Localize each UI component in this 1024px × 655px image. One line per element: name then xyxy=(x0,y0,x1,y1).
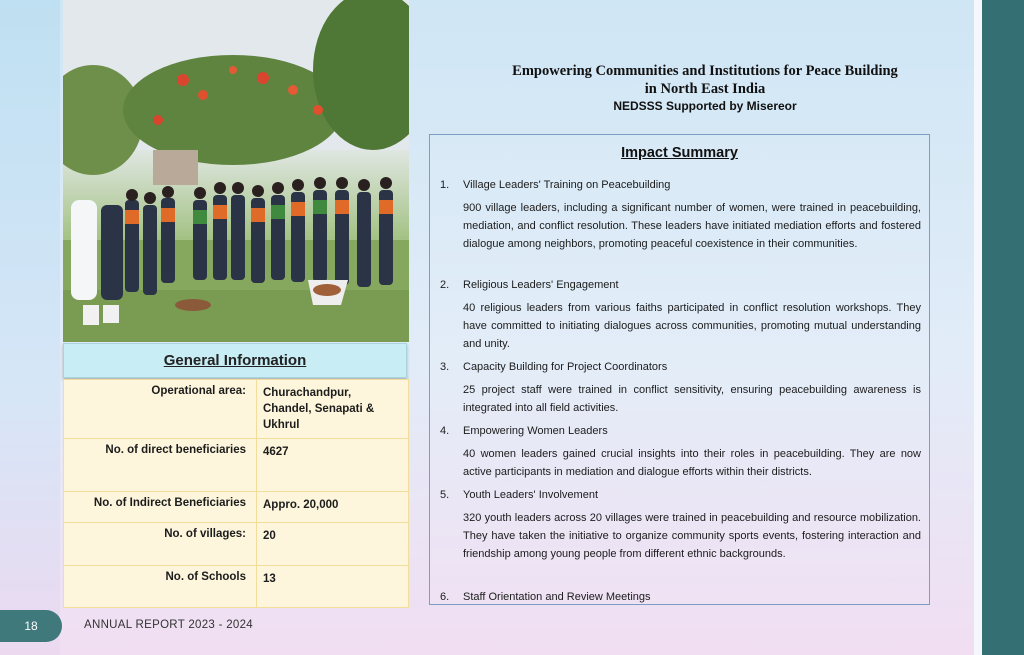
table-row xyxy=(64,566,409,608)
schools-value: 13 xyxy=(257,566,409,608)
item-heading: Staff Orientation and Review Meetings xyxy=(463,591,651,603)
villages-label: No. of villages: xyxy=(64,523,257,566)
indirect-beneficiaries-value: Appro. 20,000 xyxy=(257,492,409,523)
item-number: 6. xyxy=(440,591,450,603)
item-heading: Capacity Building for Project Coordinators xyxy=(463,361,668,373)
item-heading: Youth Leaders' Involvement xyxy=(463,489,599,501)
general-info-table xyxy=(63,379,409,608)
direct-beneficiaries-label: No. of direct beneficiaries xyxy=(64,439,257,492)
item-number: 4. xyxy=(440,425,450,437)
schools-label: No. of Schools xyxy=(64,566,257,608)
item-description: 320 youth leaders across 20 villages were trained in peacebuilding and resource mobilization. They have taken the initiative to organize community sports events, fostering interaction and friendship among young people from different ethnic backgrounds. xyxy=(463,512,921,560)
general-info-title: General Information xyxy=(163,352,307,369)
page-title-line1: Empowering Communities and Institutions for Peace Building xyxy=(512,63,898,79)
item-description: 900 village leaders, including a significant number of women, were trained in peacebuilding, mediation, and conflict resolution. These leaders have initiated mediation efforts and fostered dialogue among neighbors, promoting peaceful coexistence in their communities. xyxy=(463,202,921,250)
page-number: 18 xyxy=(24,619,38,633)
item-heading: Religious Leaders' Engagement xyxy=(463,279,619,291)
right-teal-bar xyxy=(982,0,1024,655)
general-info-header xyxy=(63,343,407,378)
list-item xyxy=(440,279,921,353)
list-item xyxy=(440,361,921,417)
table-row xyxy=(64,439,409,492)
item-heading: Village Leaders' Training on Peacebuilding xyxy=(463,179,671,191)
item-description: 40 women leaders gained crucial insights into their roles in peacebuilding. They are now active participants in mediation and dialogue efforts within their districts. xyxy=(463,448,921,478)
item-number: 3. xyxy=(440,361,450,373)
operational-area-label: Operational area: xyxy=(64,380,257,439)
group-photo xyxy=(63,0,409,342)
table-row xyxy=(64,492,409,523)
item-number: 2. xyxy=(440,279,450,291)
item-number: 5. xyxy=(440,489,450,501)
impact-summary-title: Impact Summary xyxy=(621,145,738,161)
list-item xyxy=(440,489,921,563)
list-item xyxy=(440,179,921,253)
indirect-beneficiaries-label: No. of Indirect Beneficiaries xyxy=(64,492,257,523)
direct-beneficiaries-value: 4627 xyxy=(257,439,409,492)
item-description: 40 religious leaders from various faiths participated in conflict resolution workshops. They have committed to initiating dialogues across communities, promoting mutual understanding and unity. xyxy=(463,302,921,350)
impact-summary-header xyxy=(430,144,929,162)
table-row xyxy=(64,380,409,439)
left-background-strip xyxy=(0,0,60,655)
list-item xyxy=(440,591,921,603)
item-description: 25 project staff were trained in conflict sensitivity, ensuring peacebuilding awareness is integrated into all field activities. xyxy=(463,384,921,414)
page-subtitle: NEDSSS Supported by Misereor xyxy=(613,99,797,113)
operational-area-value: Churachandpur, Chandel, Senapati & Ukhrul xyxy=(257,380,409,439)
report-label: ANNUAL REPORT 2023 - 2024 xyxy=(84,619,254,631)
impact-summary-box xyxy=(429,134,930,605)
item-heading: Empowering Women Leaders xyxy=(463,425,608,437)
item-number: 1. xyxy=(440,179,450,191)
villages-value: 20 xyxy=(257,523,409,566)
table-row xyxy=(64,523,409,566)
page-number-badge xyxy=(0,610,62,642)
list-item xyxy=(440,425,921,481)
page-title-line2: in North East India xyxy=(644,81,766,97)
page-title-block xyxy=(430,62,980,113)
